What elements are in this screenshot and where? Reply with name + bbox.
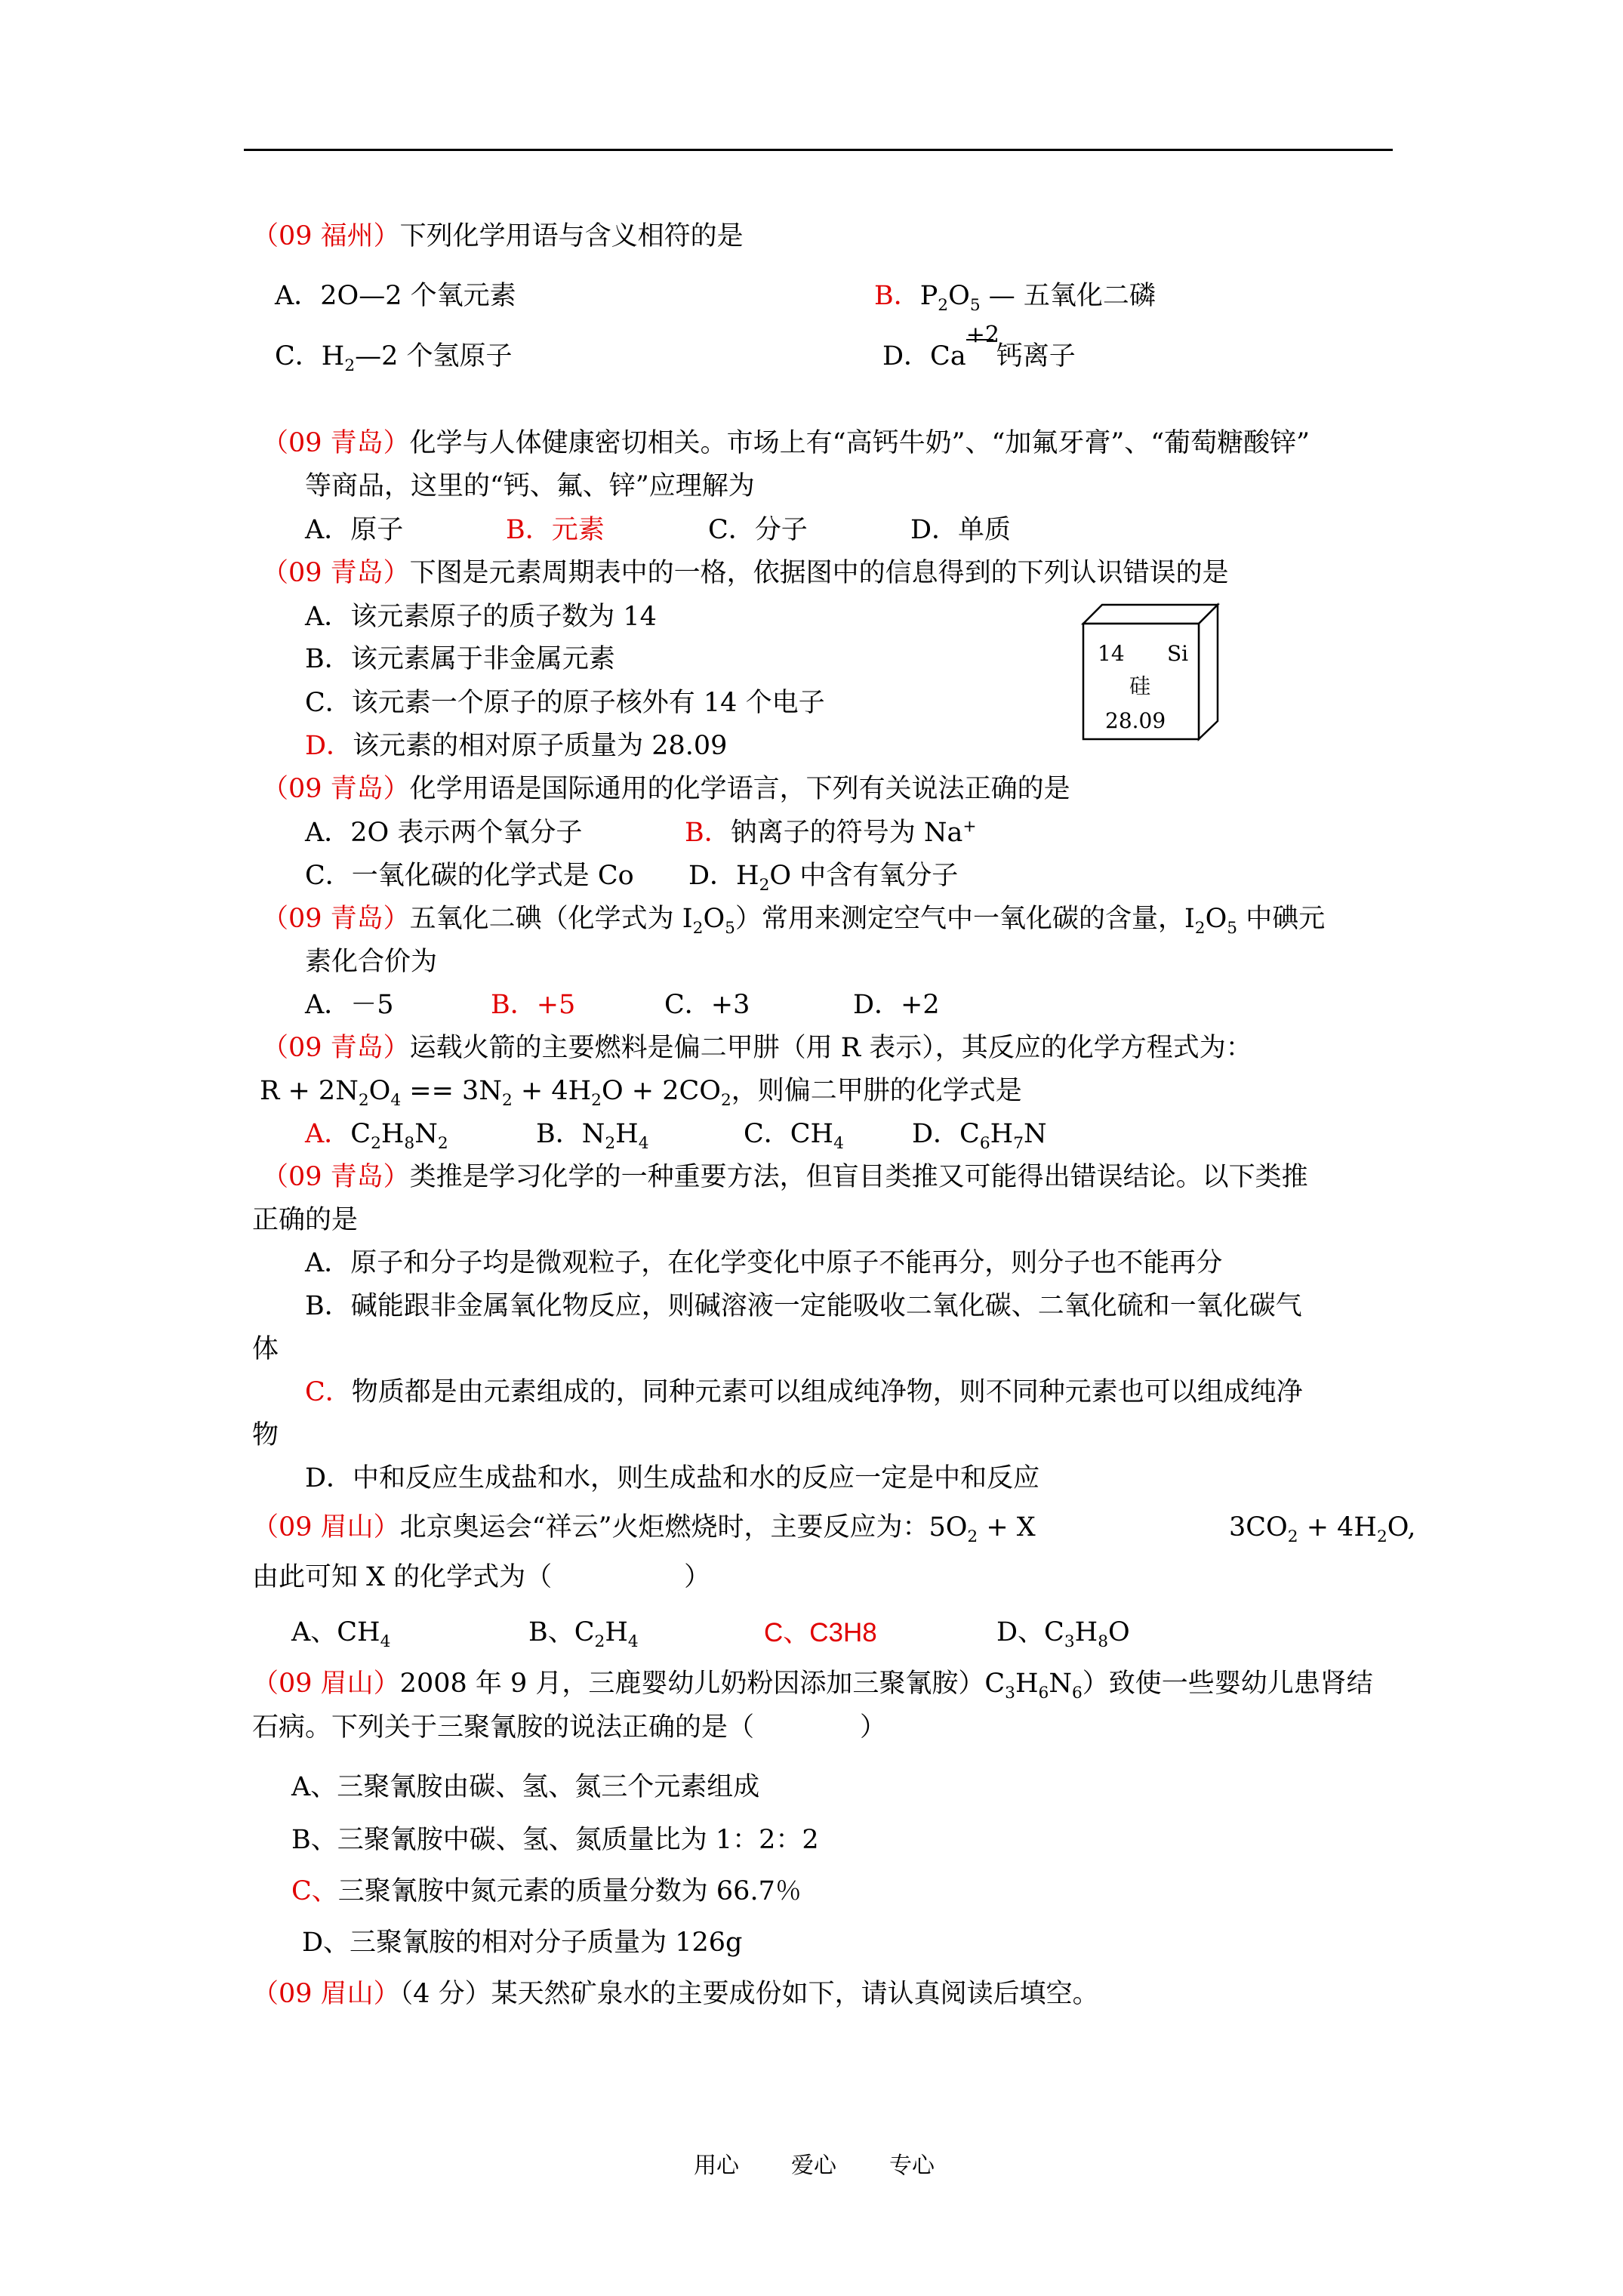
- option-d: D．Ca +2 钙离子: [882, 322, 1076, 371]
- answer-mark: B．: [874, 281, 920, 311]
- question-7-stem: （09 青岛）类推是学习化学的一种重要方法，但盲目类推又可能得出错误结论。以下类推: [262, 1162, 1308, 1192]
- option-b: B．$N_2H_4$: [536, 1119, 649, 1153]
- option-d: D．+2: [853, 990, 940, 1020]
- answer-mark: D．: [305, 731, 353, 761]
- option-d: D、$C_3H_8O$: [996, 1617, 1130, 1651]
- option-c: C．$CH_4$: [744, 1119, 844, 1153]
- option-c: C．物质都是由元素组成的，同种元素可以组成纯净物，则不同种元素也可以组成纯净: [305, 1377, 1303, 1407]
- question-9-stem-cont: 石病。下列关于三聚氰胺的说法正确的是（ ）: [252, 1712, 887, 1743]
- question-source-tag: （09 青岛）: [262, 904, 410, 934]
- atomic-mass: 28.09: [1105, 708, 1166, 733]
- question-source-tag: （09 福州）: [252, 221, 400, 251]
- question-source-tag: （09 眉山）: [252, 1669, 400, 1699]
- atomic-number: 14: [1098, 641, 1125, 666]
- option-c: C．$H_2—2$ 个氢原子: [275, 341, 513, 375]
- question-1-stem: （09 福州）下列化学用语与含义相符的是: [252, 221, 744, 251]
- option-a: A、$CH_4$: [291, 1617, 391, 1651]
- question-10-stem: （09 眉山）（4 分）某天然矿泉水的主要成份如下，请认真阅读后填空。: [252, 1979, 1099, 2009]
- question-8-stem-cont: 由此可知 X 的化学式为（ ）: [252, 1562, 711, 1592]
- question-source-tag: （09 青岛）: [262, 558, 410, 588]
- reaction-products: $3CO_2 + 4H_2O$,: [1229, 1512, 1416, 1546]
- question-6-stem: （09 青岛）运载火箭的主要燃料是偏二甲肼（用 R 表示），其反应的化学方程式为：: [262, 1033, 1252, 1063]
- question-7-stem-cont: 正确的是: [252, 1205, 359, 1235]
- chemical-equation: $R + 2N_2O_4 == 3N_2 + 4H_2O + 2CO_2$，则偏二甲肼的化学式是: [260, 1076, 1022, 1110]
- option-c: C、三聚氰胺中氮元素的质量分数为 66.7％: [291, 1876, 802, 1906]
- option-c: C．该元素一个原子的原子核外有 14 个电子: [305, 688, 825, 718]
- option-b: B．元素: [506, 515, 605, 545]
- option-c-cont: 物: [252, 1420, 279, 1450]
- element-name: 硅: [1129, 673, 1151, 698]
- option-a: A．原子: [305, 515, 404, 545]
- option-b: B．$P_2O_5$ — 五氧化二磷: [874, 281, 1156, 315]
- option-a: A．$C_2H_8N_2$: [305, 1119, 448, 1153]
- option-b: B．钠离子的符号为 Na+: [685, 817, 977, 848]
- answer-mark: C．: [305, 1377, 352, 1407]
- option-b-cont: 体: [252, 1334, 279, 1364]
- option-a: A．2O 表示两个氧分子: [305, 818, 583, 848]
- option-d: D．中和反应生成盐和水，则生成盐和水的反应一定是中和反应: [305, 1463, 1040, 1493]
- question-4-stem: （09 青岛）化学用语是国际通用的化学语言，下列有关说法正确的是: [262, 774, 1070, 804]
- question-5-stem-cont: 素化合价为: [305, 947, 438, 977]
- question-8-stem: （09 眉山）北京奥运会“祥云”火炬燃烧时，主要反应为：$5O_2 + X$: [252, 1512, 1036, 1546]
- question-3-stem: （09 青岛）下图是元素周期表中的一格，依据图中的信息得到的下列认识错误的是: [262, 558, 1229, 588]
- footer-word-2: 爱心: [791, 2153, 836, 2179]
- option-c: C．一氧化碳的化学式是 Co: [305, 861, 634, 891]
- periodic-table-cell: [1083, 604, 1218, 740]
- option-a: A．－5: [305, 990, 394, 1020]
- option-a: A．该元素原子的质子数为 14: [305, 602, 657, 632]
- option-c: C．+3: [664, 990, 750, 1020]
- option-c: C、C3H8: [764, 1618, 877, 1647]
- option-a: A．2O—2 个氧元素: [275, 281, 516, 311]
- footer-word-3: 专心: [889, 2153, 935, 2179]
- question-source-tag: （09 青岛）: [262, 428, 410, 458]
- header-rule: [244, 149, 1393, 151]
- question-source-tag: （09 眉山）: [252, 1979, 400, 2009]
- charge-notation: +2: [965, 322, 999, 348]
- element-symbol: Si: [1167, 641, 1189, 666]
- option-b: B．+5: [491, 990, 576, 1020]
- question-5-stem: （09 青岛）五氧化二碘（化学式为 $I_2O_5$）常用来测定空气中一氧化碳的含量，$I_2O_5$ 中碘元: [262, 904, 1326, 938]
- option-b: B．该元素属于非金属元素: [305, 644, 615, 674]
- option-b: B、$C_2H_4$: [528, 1617, 639, 1651]
- option-d: D、三聚氰胺的相对分子质量为 126g: [302, 1928, 743, 1958]
- question-source-tag: （09 青岛）: [262, 774, 410, 804]
- footer-word-1: 用心: [694, 2153, 739, 2179]
- answer-mark: B．: [685, 818, 731, 848]
- option-a: A．原子和分子均是微观粒子，在化学变化中原子不能再分，则分子也不能再分: [305, 1248, 1223, 1278]
- option-d: D．$H_2O$ 中含有氧分子: [688, 861, 959, 895]
- option-b: B．碱能跟非金属氧化物反应，则碱溶液一定能吸收二氧化碳、二氧化硫和一氧化碳气: [305, 1291, 1302, 1321]
- option-a: A、三聚氰胺由碳、氢、氮三个元素组成: [291, 1772, 760, 1802]
- option-d: D．该元素的相对原子质量为 28.09: [305, 731, 728, 761]
- option-d: D．单质: [910, 515, 1012, 545]
- question-source-tag: （09 青岛）: [262, 1162, 410, 1192]
- option-d: D．$C_6H_7N$: [912, 1119, 1047, 1153]
- answer-mark: C、: [291, 1876, 338, 1906]
- question-2-stem: （09 青岛）化学与人体健康密切相关。市场上有“高钙牛奶”、“加氟牙膏”、“葡萄糖酸锌”: [262, 428, 1310, 458]
- answer-mark: A．: [305, 1119, 351, 1149]
- question-source-tag: （09 青岛）: [262, 1033, 410, 1063]
- question-2-stem-cont: 等商品，这里的“钙、氟、锌”应理解为: [305, 471, 755, 501]
- question-source-tag: （09 眉山）: [252, 1512, 400, 1542]
- option-b: B、三聚氰胺中碳、氢、氮质量比为 1：2：2: [291, 1825, 819, 1855]
- question-9-stem: （09 眉山）2008 年 9 月，三鹿婴幼儿奶粉因添加三聚氰胺）$C_3H_6N_6$）致使一些婴幼儿患肾结: [252, 1669, 1373, 1703]
- option-c: C．分子: [708, 515, 808, 545]
